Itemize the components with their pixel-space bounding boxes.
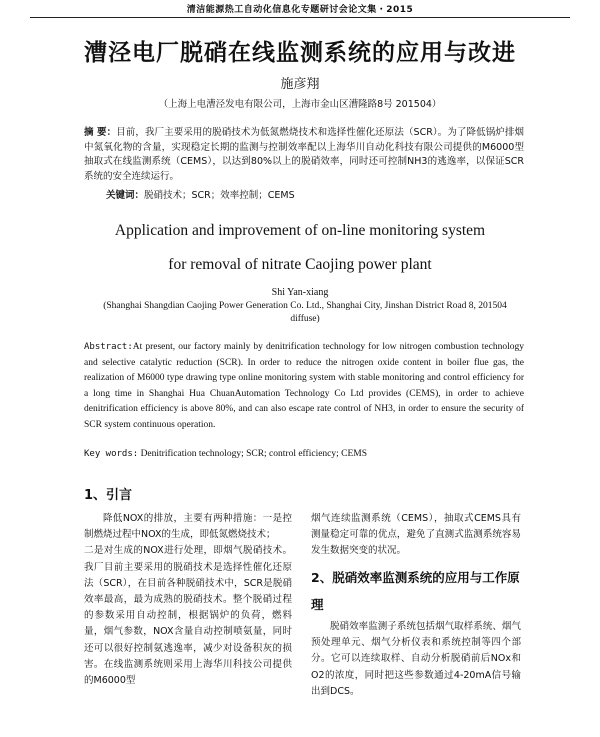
running-header: 清洁能源热工自动化信息化专题研讨会论文集・2015 [186, 5, 414, 15]
abstract-label-en: Abstract: [84, 342, 133, 352]
abstract-text-cn: 目前，我厂主要采用的脱硝技术为低氮燃烧技术和选择性催化还原法（SCR）。为了降低锅炉排烟中氮氧化物的含量，实现稳定长期的监测与控制效率配以上海华川自动化科技有限公司提供的M6000型抽取式在线监测系统（CEMS），以达到80%以上的脱硝效率，同时还可控制NH3的逃逸率，以保证SCR系统的安全连续运行。 [84, 127, 524, 182]
keywords-cn [106, 187, 526, 201]
paper-title-en-line1: Application and improvement of on-line monitoring system [114, 222, 486, 239]
section-heading-application: 2、脱硝效率监测系统的应用与工作原理 [311, 570, 520, 612]
section2-paragraph-1: 脱硝效率监测子系统包括烟气取样系统、烟气预处理单元、烟气分析仪表和系统控制等四个部分。它可以连续取样、自动分析脱硝前后NOx和O2的浓度，同时把这些参数通过4-20mA信号输出到DCS。 [311, 621, 521, 697]
keywords-en [84, 449, 524, 459]
intro-paragraph-continued: 烟气连续监测系统（CEMS），抽取式CEMS具有测量稳定可靠的优点，避免了直测式监测系统容易发生数据突变的状况。 [311, 513, 521, 557]
keywords-label-en: Key words: [84, 449, 139, 459]
header-rule [30, 17, 570, 18]
abstract-label-cn: 摘 要： [84, 127, 117, 138]
body-column-right-bottom [311, 619, 521, 700]
section-heading-introduction: 1、引言 [84, 488, 133, 503]
abstract-en [84, 340, 524, 433]
keywords-text-en: Denitrification technology; SCR; control efficiency; CEMS [140, 449, 368, 459]
affiliation-cn: （上海上电漕泾发电有限公司，上海市金山区漕隆路8号 201504） [158, 99, 442, 110]
abstract-cn [84, 126, 524, 184]
paper-title-en-line2: for removal of nitrate Caojing power plant [168, 256, 432, 273]
affiliation-en: (Shanghai Shangdian Caojing Power Generation Co. Ltd., Shanghai City, Jinshan District Road 8, 201504 diffuse) [103, 301, 507, 324]
paper-title-cn: 漕泾电厂脱硝在线监测系统的应用与改进 [84, 40, 516, 66]
body-column-right-top [311, 511, 521, 560]
keywords-label-cn: 关键词： [106, 190, 145, 201]
intro-paragraph-2: 二是对生成的NOX进行处理，即烟气脱硝技术。我厂目前主要采用的脱硝技术是选择性催化还原法（SCR），在目前各种脱硝技术中，SCR是脱硝效率最高，最为成熟的脱硝技术。整个脱硝过程的参数采用自动控制，根据锅炉的负荷，燃料量，烟气参数，NOX含量自动控制喷氨量，同时还可以很好控制氨逃逸率，减少对设备积灰的损害。在线监测系统则采用上海华川科技公司提供的M6000型 [84, 545, 292, 687]
author-en: Shi Yan-xiang [271, 287, 329, 298]
body-column-left [84, 511, 292, 689]
keywords-text-cn: 脱硝技术；SCR；效率控制；CEMS [144, 190, 295, 201]
abstract-text-en: At present, our factory mainly by denitrification technology for low nitrogen combustion technology and selective catalytic reduction (SCR). In order to reduce the nitrogen oxide content in boiler flue gas, the realization of M6000 type drawing type online monitoring system with stable monitoring and control efficiency for a long time in Shanghai Hua ChuanAutomation Technology Co Ltd provides (CEMS), in order to achieve denitrification efficiency is above 80%, and can also escape rate control of NH3, in order to ensure the security of SCR system continuous operation. [84, 342, 524, 430]
author-cn: 施彦翔 [280, 77, 320, 92]
intro-paragraph-1: 降低NOX的排放，主要有两种措施：一是控制燃烧过程中NOX的生成，即低氮燃烧技术； [84, 513, 292, 541]
